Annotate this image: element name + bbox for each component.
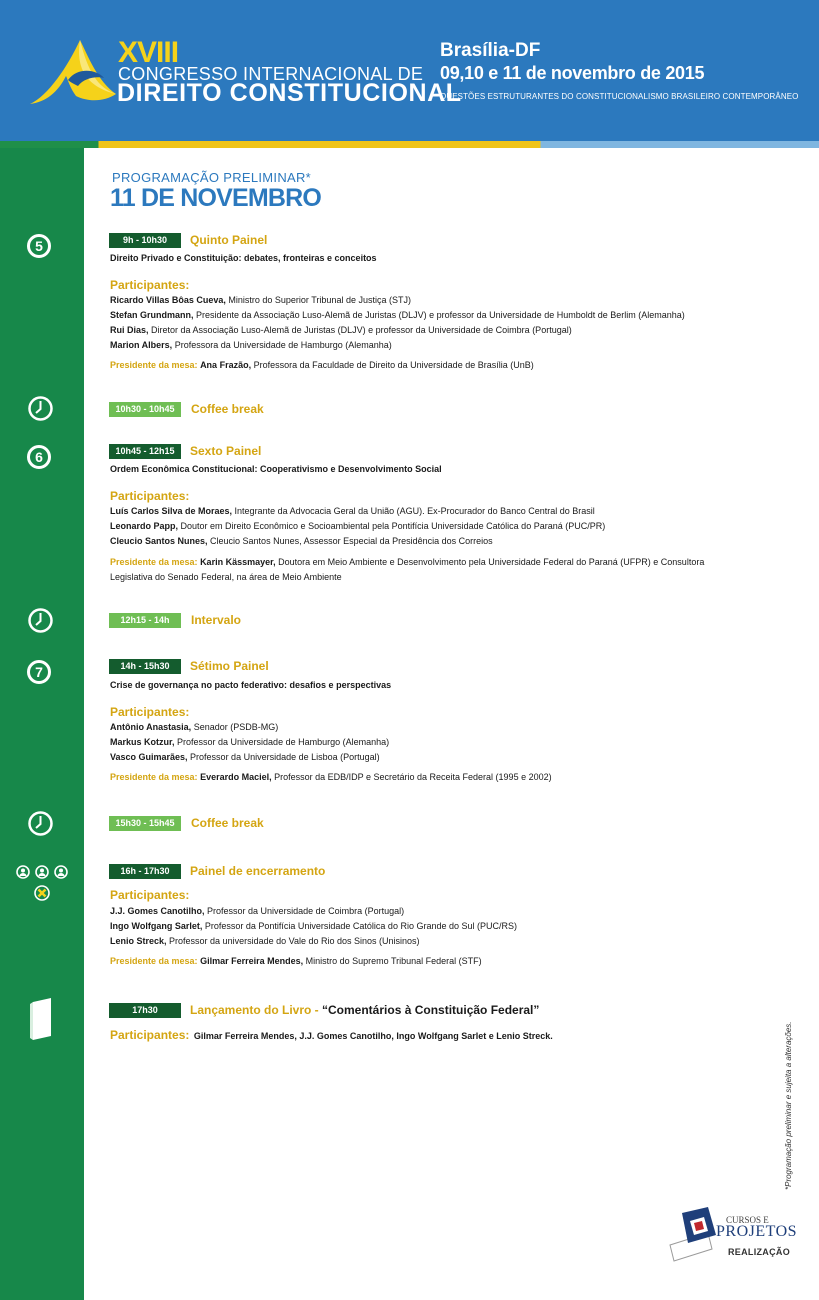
panel-title: Sétimo Painel (190, 659, 269, 673)
president-label: Presidente da mesa: (110, 557, 198, 567)
participant-desc: Professor da universidade do Vale do Rio dos Sinos (Unisinos) (166, 936, 420, 946)
president-desc: Doutora em Meio Ambiente e Desenvolvimento pela Universidade Federal do Paraná (UFPR) e Consultora Legislativa do Senado Federal, na área de Meio Ambiente (110, 557, 705, 582)
break-title: Coffee break (191, 402, 264, 416)
participant-desc: Ministro do Superior Tribunal de Justiça (STJ) (225, 295, 411, 305)
participant-line (110, 751, 380, 763)
panel-subtitle: Direito Privado e Constituição: debates, fronteiras e conceitos (110, 253, 377, 263)
participant-name: Stefan Grundmann, (110, 310, 194, 320)
edition-number: XVIII (118, 36, 179, 69)
congress-logo-icon (28, 36, 118, 108)
participant-line (110, 294, 411, 306)
program-pretitle: PROGRAMAÇÃO PRELIMINAR* (112, 170, 312, 185)
president-desc: Professora da Faculdade de Direito da Universidade de Brasília (UnB) (251, 360, 534, 370)
preliminary-note: *Programação preliminar e sujeita a alterações. (784, 1021, 793, 1190)
time-badge: 16h - 17h30 (109, 864, 181, 879)
clock-icon (27, 607, 54, 634)
panel-title: Quinto Painel (190, 233, 268, 247)
participant-desc: Senador (PSDB-MG) (191, 722, 279, 732)
congress-name: CONGRESSO INTERNACIONAL DE (118, 64, 424, 84)
break-title: Intervalo (191, 613, 242, 627)
participant-line (110, 721, 278, 733)
panel-president (110, 954, 750, 969)
header-banner (0, 0, 819, 141)
participant-name: Markus Kotzur, (110, 737, 175, 747)
participants-label: Participantes: (110, 705, 190, 719)
participant-name: Vasco Guimarães, (110, 752, 188, 762)
participant-line (110, 905, 404, 917)
footer-cursos: CURSOS E (726, 1215, 769, 1225)
participant-line (110, 535, 493, 547)
participant-desc: Professora da Universidade de Hamburgo (Alemanha) (172, 340, 392, 350)
president-name: Gilmar Ferreira Mendes, (200, 956, 304, 966)
event-dates: 09,10 e 11 de novembro de 2015 (440, 63, 705, 83)
event-city: Brasília-DF (440, 40, 541, 61)
panel-6-number-icon: 6 (27, 445, 51, 469)
participant-name: Lenio Streck, (110, 936, 167, 946)
event-theme: QUESTÕES ESTRUTURANTES DO CONSTITUCIONALISMO BRASILEIRO CONTEMPORÂNEO (440, 92, 799, 101)
participant-name: Marion Albers, (110, 340, 173, 350)
participant-desc: Professor da Universidade de Hamburgo (Alemanha) (174, 737, 390, 747)
book-participants (110, 1026, 553, 1044)
participant-desc: Professor da Universidade de Lisboa (Portugal) (187, 752, 380, 762)
president-label: Presidente da mesa: (110, 772, 198, 782)
color-stripe (0, 141, 819, 148)
time-badge: 15h30 - 15h45 (109, 816, 181, 831)
panel-president (110, 358, 750, 373)
time-badge: 10h45 - 12h15 (109, 444, 181, 459)
participant-line (110, 505, 595, 517)
participant-name: Leonardo Papp, (110, 521, 179, 531)
participant-name: Luís Carlos Silva de Moraes, (110, 506, 233, 516)
book-title: “Comentários à Constituição Federal” (322, 1003, 540, 1017)
participant-name: Ricardo Villas Bôas Cueva, (110, 295, 226, 305)
participant-name: J.J. Gomes Canotilho, (110, 906, 205, 916)
book-launch-title (190, 1003, 539, 1017)
sidebar-strip (0, 148, 84, 1300)
participant-line (110, 309, 685, 321)
footer-projetos: PROJETOS (716, 1223, 798, 1240)
program-date: 11 DE NOVEMBRO (110, 184, 322, 212)
participant-desc: Professor da Universidade de Coimbra (Portugal) (204, 906, 405, 916)
panelists-icon (15, 864, 69, 904)
panel-subtitle: Crise de governança no pacto federativo: desafios e perspectivas (110, 680, 392, 690)
book-launch-prefix: Lançamento do Livro - (190, 1003, 323, 1017)
time-badge: 14h - 15h30 (109, 659, 181, 674)
time-badge: 10h30 - 10h45 (109, 402, 181, 417)
panel-subtitle: Ordem Econômica Constitucional: Cooperativismo e Desenvolvimento Social (110, 464, 442, 474)
president-label: Presidente da mesa: (110, 360, 198, 370)
time-badge: 12h15 - 14h (109, 613, 181, 628)
participants-label: Participantes: (110, 489, 190, 503)
participants-label: Participantes: (110, 1028, 190, 1042)
participant-line (110, 339, 392, 351)
president-name: Ana Frazão, (200, 360, 252, 370)
participant-desc: Diretor da Associação Luso-Alemã de Juristas (DLJV) e professor da Universidade de Coimbra (Portugal) (148, 325, 572, 335)
participant-name: Cleucio Santos Nunes, (110, 536, 208, 546)
president-name: Karin Kässmayer, (200, 557, 276, 567)
participants-label: Participantes: (110, 278, 190, 292)
president-desc: Ministro do Supremo Tribunal Federal (STF) (303, 956, 482, 966)
participant-name: Rui Dias, (110, 325, 149, 335)
panel-president (110, 555, 740, 585)
participant-line (110, 920, 517, 932)
clock-icon (27, 810, 54, 837)
participant-desc: Presidente da Associação Luso-Alemã de Juristas (DLJV) e professor da Universidade de Humboldt de Berlim (Alemanha) (193, 310, 685, 320)
footer-realizacao: REALIZAÇÃO (728, 1247, 790, 1257)
clock-icon (27, 395, 54, 422)
break-title: Coffee break (191, 816, 264, 830)
participants-label: Participantes: (110, 888, 190, 902)
participant-desc: Doutor em Direito Econômico e Socioambiental pela Pontifícia Universidade Católica do Paraná (PUC/PR) (178, 521, 606, 531)
time-badge: 9h - 10h30 (109, 233, 181, 248)
participant-line (110, 736, 389, 748)
panel-president (110, 770, 750, 785)
book-icon (29, 998, 55, 1042)
president-label: Presidente da mesa: (110, 956, 198, 966)
panel-5-number-icon: 5 (27, 234, 51, 258)
panel-7-number-icon: 7 (27, 660, 51, 684)
panel-title: Painel de encerramento (190, 864, 326, 878)
president-name: Everardo Maciel, (200, 772, 272, 782)
participant-desc: Professor da Pontifícia Universidade Católica do Rio Grande do Sul (PUC/RS) (202, 921, 517, 931)
time-badge: 17h30 (109, 1003, 181, 1018)
participant-name: Ingo Wolfgang Sarlet, (110, 921, 203, 931)
president-desc: Professor da EDB/IDP e Secretário da Receita Federal (1995 e 2002) (271, 772, 552, 782)
congress-title: DIREITO CONSTITUCIONAL (117, 79, 462, 107)
participant-line (110, 935, 420, 947)
participant-line (110, 520, 605, 532)
book-participants-list: Gilmar Ferreira Mendes, J.J. Gomes Canotilho, Ingo Wolfgang Sarlet e Lenio Streck. (193, 1031, 553, 1041)
participant-name: Antônio Anastasia, (110, 722, 192, 732)
participant-desc: Integrante da Advocacia Geral da União (AGU). Ex-Procurador do Banco Central do Brasil (232, 506, 595, 516)
participant-desc: Cleucio Santos Nunes, Assessor Especial da Presidência dos Correios (207, 536, 493, 546)
panel-title: Sexto Painel (190, 444, 262, 458)
participant-line (110, 324, 572, 336)
